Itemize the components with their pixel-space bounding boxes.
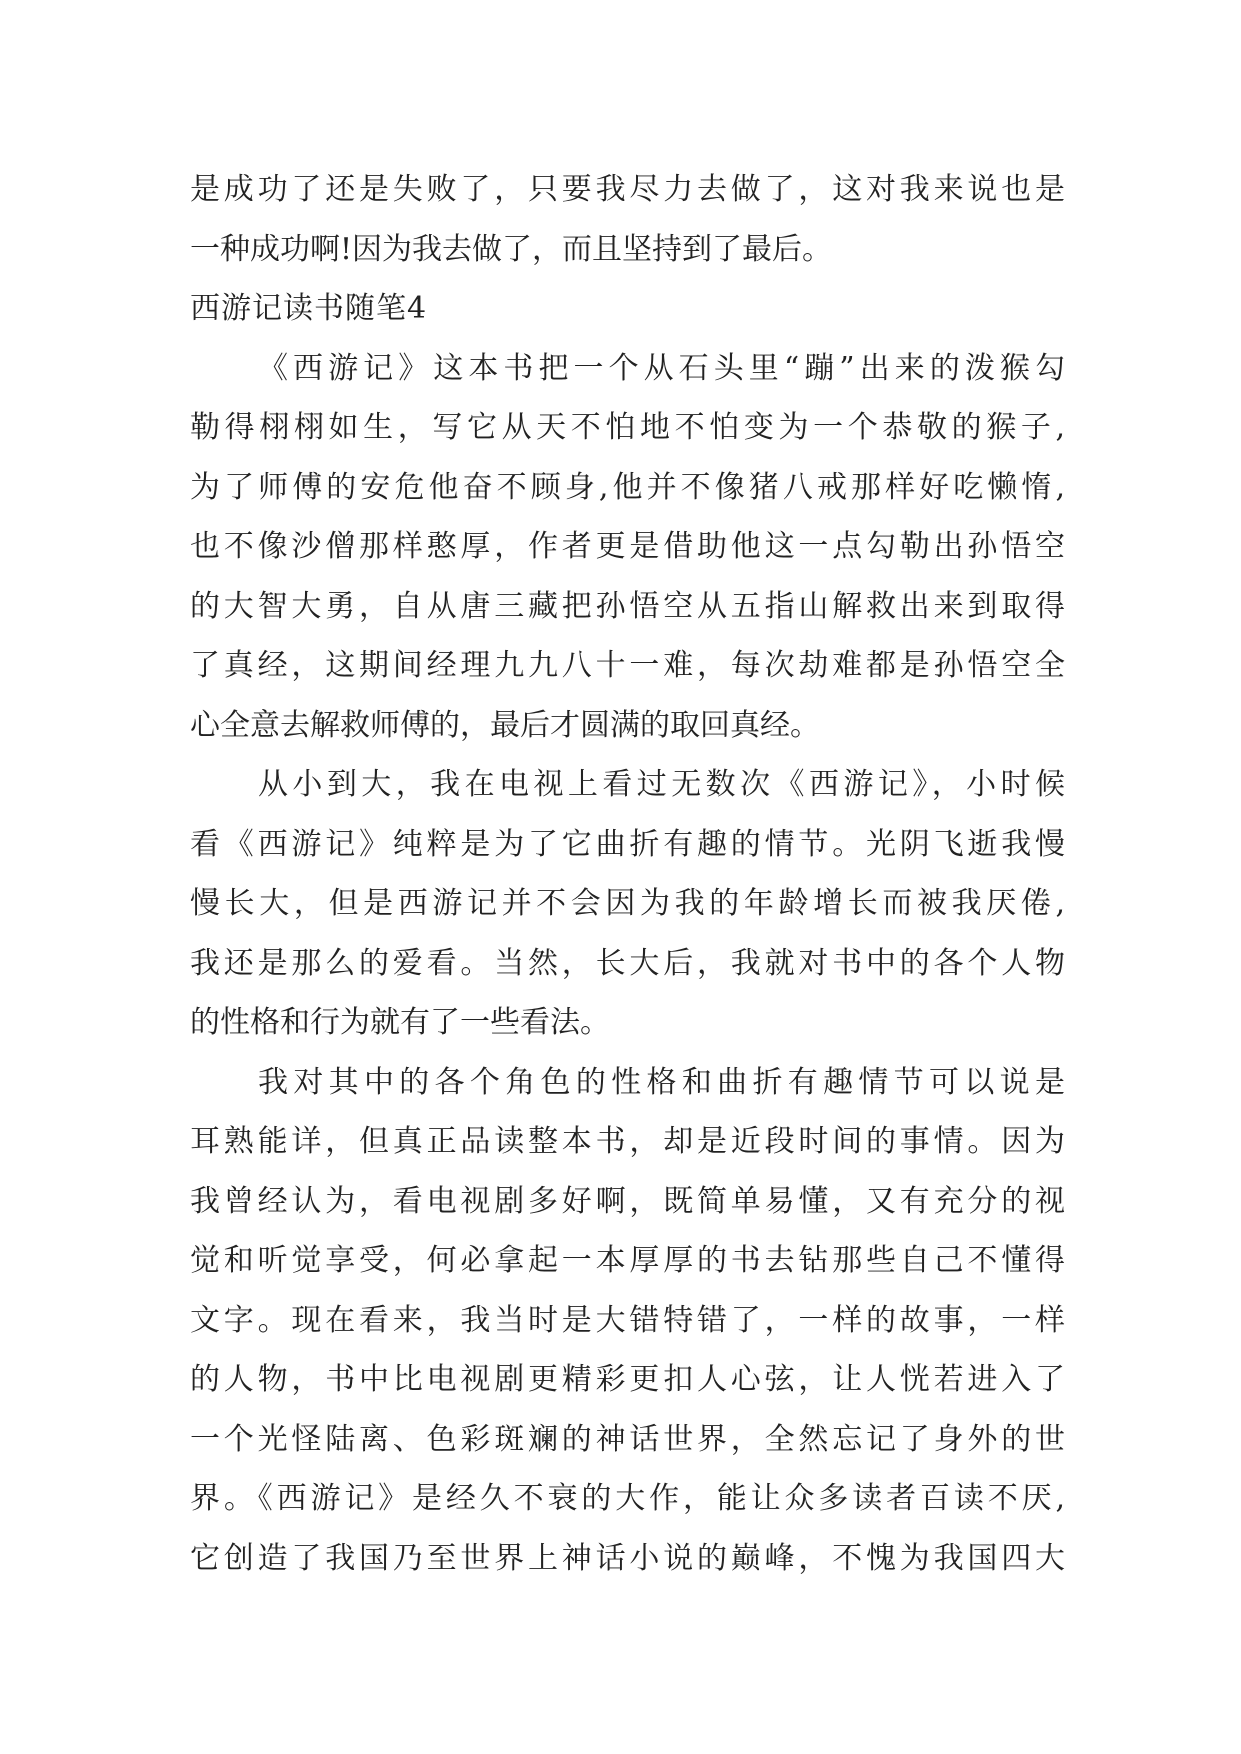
continuation-line: 是成功了还是失败了，只要我尽力去做了，这对我来说也是 xyxy=(190,172,1065,207)
paragraph-line: 为了师傅的安危他奋不顾身,他并不像猪八戒那样好吃懒惰, xyxy=(190,469,1065,505)
paragraph-line: 觉和听觉享受，何必拿起一本厚厚的书去钻那些自己不懂得 xyxy=(190,1243,1065,1278)
paragraph-line: 慢长大，但是西游记并不会因为我的年龄增长而被我厌倦, xyxy=(190,886,1065,921)
paragraph-line: 我曾经认为，看电视剧多好啊，既简单易懂，又有充分的视 xyxy=(190,1183,1065,1219)
paragraph-line: 我对其中的各个角色的性格和曲折有趣情节可以说是 xyxy=(258,1064,1065,1100)
paragraph-line: 的人物，书中比电视剧更精彩更扣人心弦，让人恍若进入了 xyxy=(190,1362,1065,1397)
paragraph-line: 了真经，这期间经理九九八十一难，每次劫难都是孙悟空全 xyxy=(190,648,1065,683)
paragraph-line: 勒得栩栩如生，写它从天不怕地不怕变为一个恭敬的猴子, xyxy=(190,410,1065,445)
paragraph-line: 文字。现在看来，我当时是大错特错了，一样的故事，一样 xyxy=(190,1302,1065,1338)
paragraph-line: 界。《西游记》是经久不衰的大作，能让众多读者百读不厌, xyxy=(190,1481,1065,1516)
paragraph-line: 《西游记》这本书把一个从石头里“蹦”出来的泼猴勾 xyxy=(258,350,1065,386)
paragraph-line: 耳熟能详，但真正品读整本书，却是近段时间的事情。因为 xyxy=(190,1124,1065,1159)
paragraph-line: 从小到大，我在电视上看过无数次《西游记》，小时候 xyxy=(258,767,1065,802)
section-title: 西游记读书随笔4 xyxy=(190,291,428,326)
continuation-line: 一种成功啊!因为我去做了，而且坚持到了最后。 xyxy=(190,231,833,267)
document-body xyxy=(190,160,1065,1588)
paragraph-line: 它创造了我国乃至世界上神话小说的巅峰，不愧为我国四大 xyxy=(190,1540,1065,1576)
paragraph-line: 心全意去解救师傅的，最后才圆满的取回真经。 xyxy=(190,707,820,743)
paragraph-line: 看《西游记》纯粹是为了它曲折有趣的情节。光阴飞逝我慢 xyxy=(190,826,1065,862)
paragraph-line: 的性格和行为就有了一些看法。 xyxy=(190,1005,610,1040)
paragraph-line: 的大智大勇，自从唐三藏把孙悟空从五指山解救出来到取得 xyxy=(190,588,1065,624)
paragraph-line: 一个光怪陆离、色彩斑斓的神话世界，全然忘记了身外的世 xyxy=(190,1421,1065,1457)
paragraph-line: 也不像沙僧那样憨厚，作者更是借助他这一点勾勒出孙悟空 xyxy=(190,529,1065,564)
paragraph-line: 我还是那么的爱看。当然，长大后，我就对书中的各个人物 xyxy=(190,945,1065,981)
